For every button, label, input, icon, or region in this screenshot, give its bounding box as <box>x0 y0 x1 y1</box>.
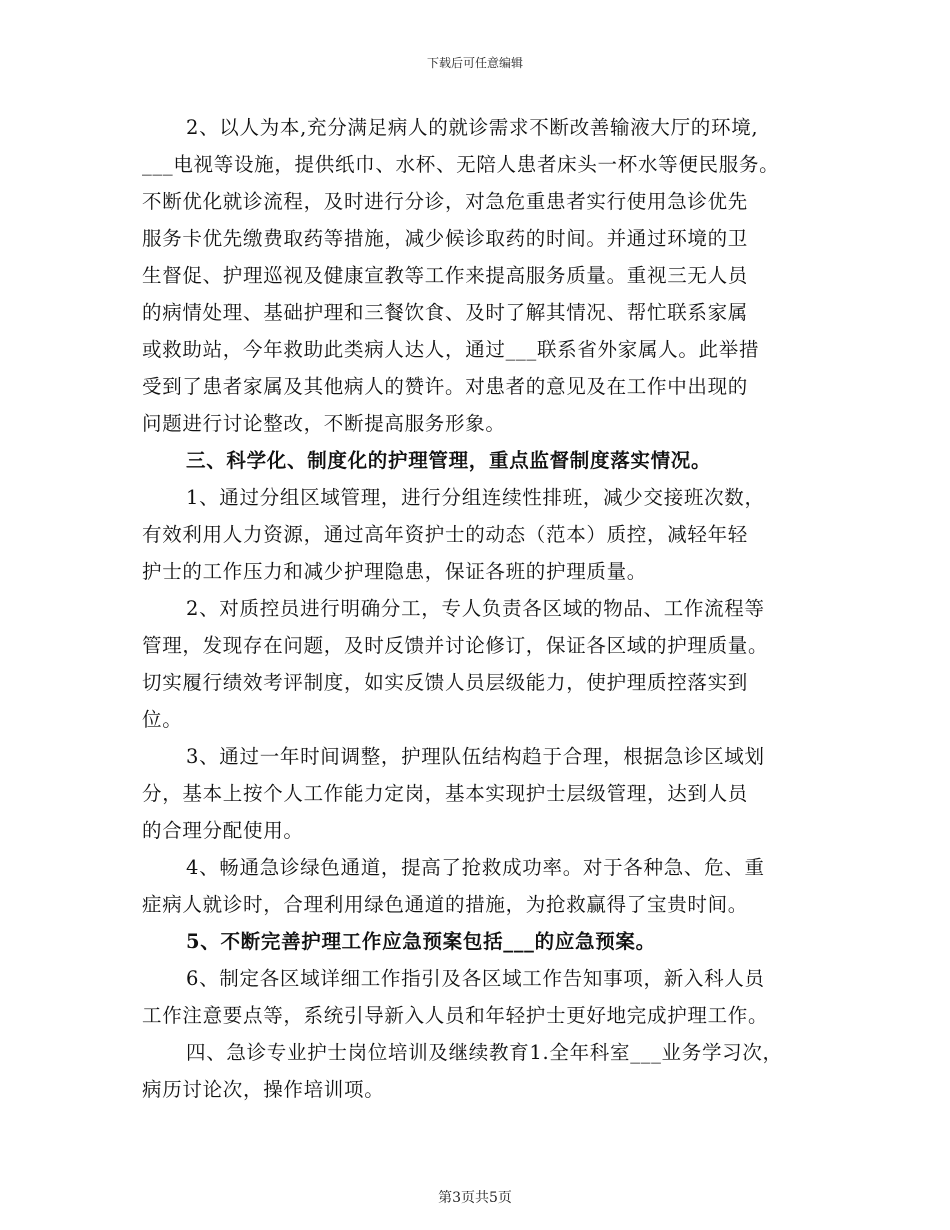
paragraph-line: 不断优化就诊流程，及时进行分诊，对急危重患者实行使用急诊优先 <box>142 190 749 213</box>
paragraph-line: 位。 <box>142 708 183 731</box>
paragraph-line: 2、对质控员进行明确分工，专人负责各区域的物品、工作流程等 <box>186 597 765 620</box>
paragraph-line: 4、畅通急诊绿色通道，提高了抢救成功率。对于各种急、危、重 <box>186 856 765 879</box>
paragraph-line: 受到了患者家属及其他病人的赞许。对患者的意见及在工作中出现的 <box>142 375 749 398</box>
paragraph-line: 生督促、护理巡视及健康宣教等工作来提高服务质量。重视三无人员 <box>142 264 749 287</box>
paragraph-line: 管理，发现存在问题，及时反馈并讨论修订，保证各区域的护理质量。 <box>142 634 769 657</box>
section-heading-line: 四、急诊专业护士岗位培训及继续教育1.全年科室___业务学习次， <box>186 1041 783 1064</box>
paragraph-line: 服务卡优先缴费取药等措施，减少候诊取药的时间。并通过环境的卫 <box>142 227 749 250</box>
paragraph-line: 6、制定各区域详细工作指引及各区域工作告知事项，新入科人员 <box>186 967 765 990</box>
paragraph-line: 切实履行绩效考评制度，如实反馈人员层级能力，使护理质控落实到 <box>142 671 749 694</box>
page-footer: 第3页共5页 <box>438 1190 512 1206</box>
page-header: 下载后可任意编辑 <box>426 56 523 70</box>
paragraph-line: 1、通过分组区域管理，进行分组连续性排班，减少交接班次数， <box>186 486 765 509</box>
paragraph-line: 病历讨论次，操作培训项。 <box>142 1078 385 1101</box>
paragraph-line: ___电视等设施，提供纸巾、水杯、无陪人患者床头一杯水等便民服务。 <box>142 153 780 176</box>
paragraph-line: 或救助站，今年救助此类病人达人，通过___联系省外家属人。此举措 <box>142 338 760 361</box>
paragraph-line: 问题进行讨论整改，不断提高服务形象。 <box>142 412 506 435</box>
paragraph-line: 2、以人为本,充分满足病人的就诊需求不断改善输液大厅的环境, <box>186 116 759 139</box>
paragraph-line: 有效利用人力资源，通过高年资护士的动态（范本）质控，减轻年轻 <box>142 523 749 546</box>
paragraph-line: 护士的工作压力和减少护理隐患，保证各班的护理质量。 <box>142 560 648 583</box>
paragraph-line: 3、通过一年时间调整，护理队伍结构趋于合理，根据急诊区域划 <box>186 745 765 768</box>
bold-paragraph-line: 5、不断完善护理工作应急预案包括___的应急预案。 <box>186 930 656 953</box>
paragraph-line: 的合理分配使用。 <box>142 819 304 842</box>
section-heading: 三、科学化、制度化的护理管理，重点监督制度落实情况。 <box>186 449 712 472</box>
paragraph-line: 工作注意要点等，系统引导新入人员和年轻护士更好地完成护理工作。 <box>142 1004 769 1027</box>
paragraph-line: 分，基本上按个人工作能力定岗，基本实现护士层级管理，达到人员 <box>142 782 749 805</box>
paragraph-line: 的病情处理、基础护理和三餐饮食、及时了解其情况、帮忙联系家属 <box>142 301 749 324</box>
paragraph-line: 症病人就诊时，合理利用绿色通道的措施，为抢救赢得了宝贵时间。 <box>142 893 749 916</box>
